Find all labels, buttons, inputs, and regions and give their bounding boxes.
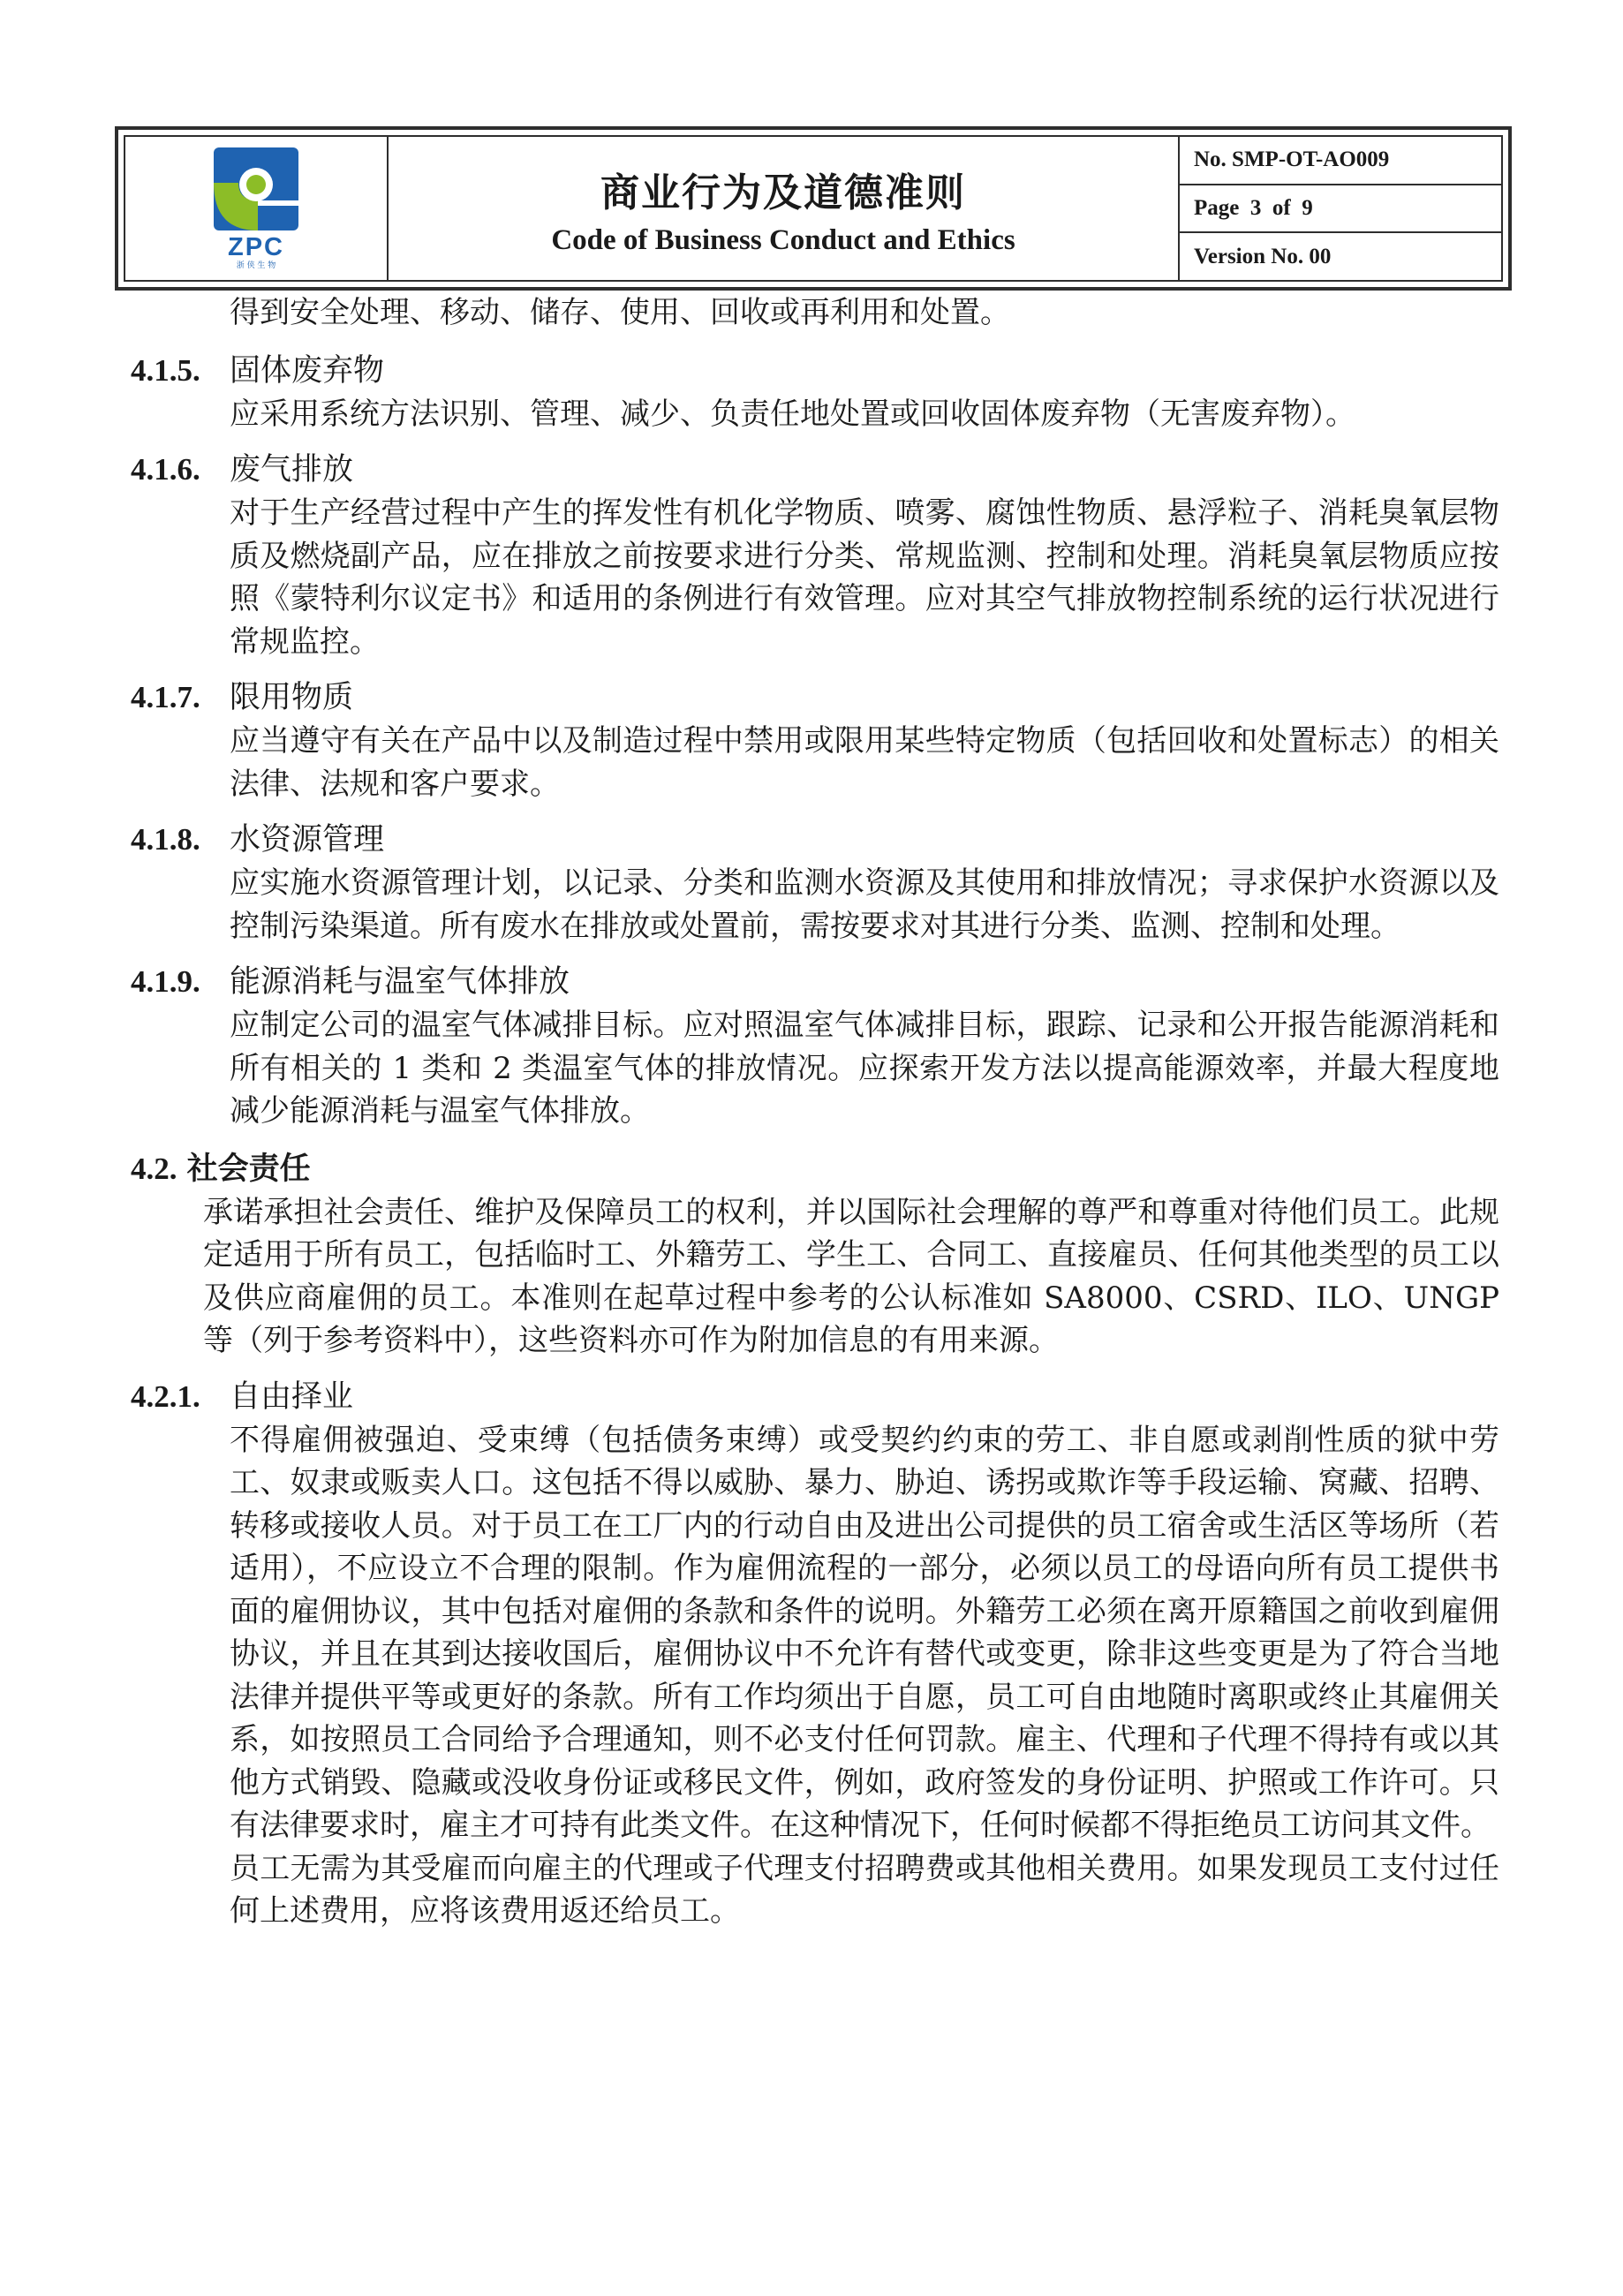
zpc-logo-mark [212, 146, 300, 232]
logo-text: ZPC [228, 233, 284, 261]
section-4-2-body: 承诺承担社会责任、维护及保障员工的权利，并以国际社会理解的尊严和尊重对待他们员工。此规定适用于所有员工，包括临时工、外籍劳工、学生工、合同工、直接雇员、任何其他类型的员工以及供应商雇佣的员工。本准则在起草过程中参考的公认标准如 SA8000、CSRD、ILO、UNGP 等（列于参考资料中），这些资料亦可作为附加信息的有用来源。 [203, 1194, 1499, 1358]
section-4-1-8-body: 应实施水资源管理计划，以记录、分类和监测水资源及其使用和排放情况；寻求保护水资源以及控制污染渠道。所有废水在排放或处置前，需按要求对其进行分类、监测、控制和处理。 [230, 865, 1499, 944]
page-number: Page 3 of 9 [1180, 185, 1501, 234]
section-4-1-7-body: 应当遵守有关在产品中以及制造过程中禁用或限用某些特定物质（包括回收和处置标志）的相关法律、法规和客户要求。 [230, 723, 1499, 802]
section-4-2-heading [131, 1147, 1499, 1191]
section-4-1-9-body: 应制定公司的温室气体减排目标。应对照温室气体减排目标，跟踪、记录和公开报告能源消耗和所有相关的 1 类和 2 类温室气体的排放情况。应探索开发方法以提高能源效率，并最大程度地减少能源消耗与温室气体排放。 [230, 1008, 1499, 1129]
section-title: 能源消耗与温室气体排放 [230, 964, 570, 1000]
document-title-en: Code of Business Conduct and Ethics [551, 223, 1015, 256]
section-number: 4.1.8. [131, 822, 200, 857]
section-number: 4.1.9. [131, 964, 200, 999]
section-4-2-1-heading [131, 1375, 1499, 1419]
company-logo [125, 137, 389, 280]
document-header [115, 126, 1512, 291]
section-title: 固体废弃物 [230, 352, 385, 389]
section-4-2-1-body-2: 员工无需为其受雇而向雇主的代理或子代理支付招聘费或其他相关费用。如果发现员工支付过任何上述费用，应将该费用返还给员工。 [230, 1850, 1499, 1929]
section-title: 水资源管理 [230, 822, 385, 857]
section-4-1-6-heading [131, 448, 1499, 492]
meta-cell [1180, 137, 1501, 280]
section-4-1-7-heading [131, 676, 1499, 720]
section-title: 废气排放 [230, 452, 354, 487]
section-4-1-5-heading [131, 349, 1499, 393]
logo-white-gap [258, 200, 298, 206]
section-number: 4.2.1. [131, 1378, 200, 1414]
title-cell [389, 137, 1180, 280]
continued-paragraph: 得到安全处理、移动、储存、使用、回收或再利用和处置。 [230, 295, 1010, 330]
document-body [131, 291, 1499, 1933]
section-title: 社会责任 [186, 1150, 311, 1187]
section-4-1-5-body: 应采用系统方法识别、管理、减少、负责任地处置或回收固体废弃物（无害废弃物）。 [230, 396, 1355, 432]
logo-subtext: 浙 侠 生 物 [236, 261, 276, 270]
section-number: 4.1.7. [131, 680, 200, 714]
section-4-2-1-body: 不得雇佣被强迫、受束缚（包括债务束缚）或受契约约束的劳工、非自愿或剥削性质的狱中劳工、奴隶或贩卖人口。这包括不得以威胁、暴力、胁迫、诱拐或欺诈等手段运输、窝藏、招聘、转移或接收人员。对于员工在工厂内的行动自由及进出公司提供的员工宿舍或生活区等场所（若适用），不应设立不合理的限制。作为雇佣流程的一部分，必须以员工的母语向所有员工提供书面的雇佣协议，其中包括对雇佣的条款和条件的说明。外籍劳工必须在离开原籍国之前收到雇佣协议，并且在其到达接收国后，雇佣协议中不允许有替代或变更，除非这些变更是为了符合当地法律并提供平等或更好的条款。所有工作均须出于自愿，员工可自由地随时离职或终止其雇佣关系，如按照员工合同给予合理通知，则不必支付任何罚款。雇主、代理和子代理不得持有或以其他方式销毁、隐藏或没收身份证或移民文件，例如，政府签发的身份证明、护照或工作许可。只有法律要求时，雇主才可持有此类文件。在这种情况下，任何时候都不得拒绝员工访问其文件。 [230, 1422, 1499, 1843]
section-4-1-9-heading [131, 960, 1499, 1004]
section-number: 4.1.5. [131, 352, 200, 388]
section-title: 自由择业 [230, 1378, 354, 1415]
header-table [124, 135, 1503, 282]
section-title: 限用物质 [230, 680, 354, 715]
logo-green-dot [246, 175, 266, 194]
document-title-cn: 商业行为及道德准则 [600, 170, 966, 215]
section-4-1-8-heading [131, 818, 1499, 862]
document-number: No. SMP-OT-AO009 [1180, 137, 1501, 185]
section-number: 4.1.6. [131, 452, 200, 487]
section-number: 4.2. [131, 1151, 177, 1186]
version-number: Version No. 00 [1194, 244, 1332, 268]
section-4-1-6-body: 对于生产经营过程中产生的挥发性有机化学物质、喷雾、腐蚀性物质、悬浮粒子、消耗臭氧层物质及燃烧副产品，应在排放之前按要求进行分类、常规监测、控制和处理。消耗臭氧层物质应按照《蒙特利尔议定书》和适用的条例进行有效管理。应对其空气排放物控制系统的运行状况进行常规监控。 [230, 495, 1499, 660]
